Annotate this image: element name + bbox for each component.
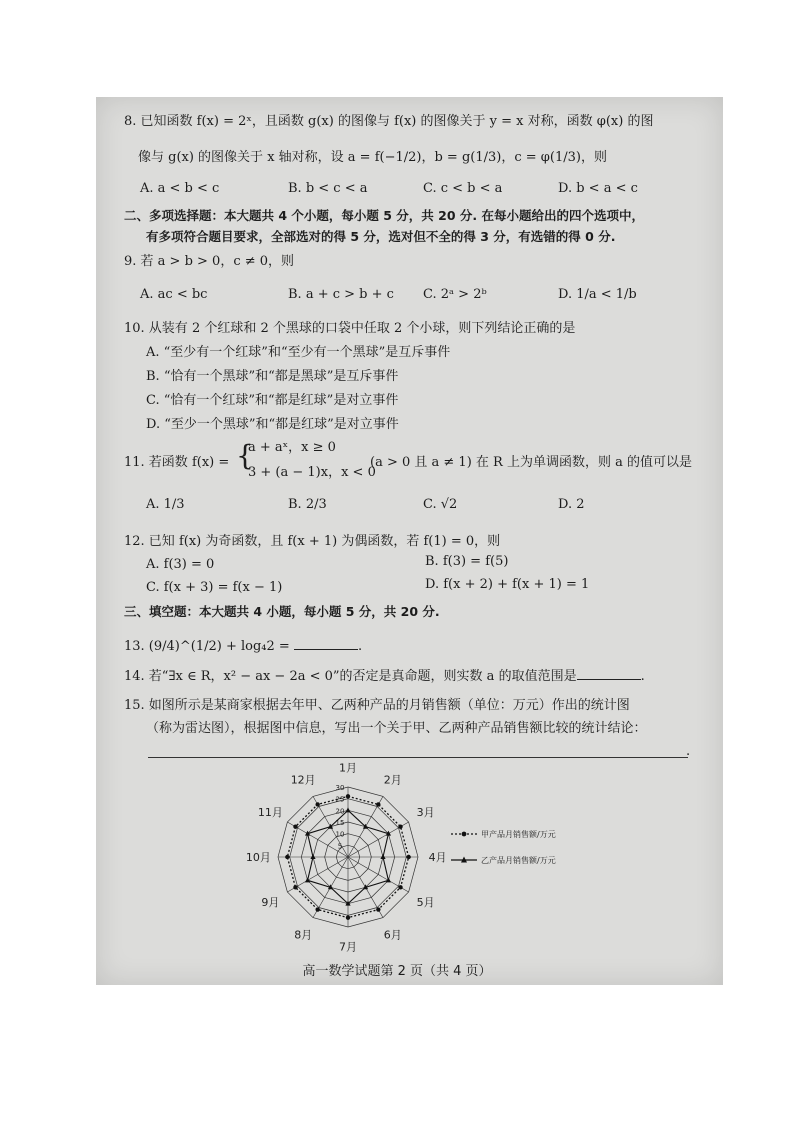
radar-month-label: 12月 [290, 773, 316, 787]
q14-text: 14. 若“∃x ∈ R，x² − ax − 2a < 0”的否定是真命题，则实数 a 的取值范围是 [124, 669, 577, 684]
radar-point-jia [285, 855, 289, 859]
q8-option-b: B. b < c < a [288, 181, 368, 196]
q13-stem: 13. (9/4)^(1/2) + log₄2 = . [124, 639, 363, 654]
radar-month-label: 8月 [294, 928, 313, 942]
section2-heading-line1: 二、多项选择题：本大题共 4 个小题，每小题 5 分，共 20 分. 在每小题给出的四个选项中， [124, 208, 645, 223]
q14-stem: 14. 若“∃x ∈ R，x² − ax − 2a < 0”的否定是真命题，则实数 a 的取值范围是 . [124, 669, 645, 684]
q10-stem: 10. 从装有 2 个红球和 2 个黑球的口袋中任取 2 个小球，则下列结论正确的是 [124, 321, 576, 336]
radar-point-yi [305, 877, 310, 882]
q9-option-a: A. ac < bc [140, 287, 208, 302]
q12-option-d: D. f(x + 2) + f(x + 1) = 1 [425, 577, 590, 592]
q12-option-a: A. f(3) = 0 [146, 557, 215, 572]
q15-line2: （称为雷达图），根据图中信息，写出一个关于甲、乙两种产品销售额比较的统计结论： [146, 721, 647, 736]
radar-tick-label: 20 [335, 807, 345, 816]
legend-label: 甲产品月销售额/万元 [481, 830, 556, 839]
q11-option-d: D. 2 [558, 497, 585, 512]
radar-month-label: 10月 [245, 851, 271, 864]
q9-stem: 9. 若 a > b > 0，c ≠ 0，则 [124, 254, 295, 269]
radar-month-label: 6月 [383, 928, 402, 942]
q11-case2: 3 + (a − 1)x，x < 0 [248, 465, 376, 480]
radar-point-jia [293, 824, 297, 828]
radar-point-jia [315, 802, 319, 806]
radar-point-yi [380, 854, 385, 859]
q8-option-c: C. c < b < a [423, 181, 503, 196]
q10-option-c: C. “恰有一个红球”和“都是红球”是对立事件 [146, 393, 399, 408]
q11-prefix: 11. 若函数 f(x) = [124, 455, 230, 470]
radar-point-jia [376, 802, 380, 806]
radar-point-yi [386, 877, 391, 882]
q9-option-d: D. 1/a < 1/b [558, 287, 637, 302]
q11-case1: a + aˣ，x ≥ 0 [248, 440, 336, 455]
q11-option-c: C. √2 [423, 497, 458, 512]
page-footer: 高一数学试题第 2 页（共 4 页） [302, 964, 492, 979]
q8-option-a: A. a < b < c [140, 181, 220, 196]
radar-point-jia [398, 885, 402, 889]
radar-month-label: 5月 [416, 895, 435, 909]
radar-month-label: 1月 [339, 761, 357, 775]
radar-tick-label: 10 [335, 830, 345, 839]
radar-point-jia [406, 855, 410, 859]
q9-option-b: B. a + c > b + c [288, 287, 394, 302]
q10-option-b: B. “恰有一个黑球”和“都是黑球”是互斥事件 [146, 369, 399, 384]
q12-option-b: B. f(3) = f(5) [425, 554, 509, 569]
radar-tick-label: 30 [335, 784, 345, 792]
q11-option-a: A. 1/3 [146, 497, 185, 512]
radar-point-yi [345, 807, 350, 812]
q11-brace: { [236, 439, 254, 472]
legend-marker-circle [462, 832, 467, 837]
radar-point-yi [310, 854, 315, 859]
q8-line2: 像与 g(x) 的图像关于 x 轴对称，设 a = f(−1/2)，b = g(1/3)，c = φ(1/3)，则 [138, 150, 607, 165]
radar-month-label: 3月 [416, 806, 435, 820]
legend-label: 乙产品月销售额/万元 [481, 856, 556, 865]
radar-tick-label: 15 [335, 819, 345, 827]
radar-point-jia [293, 885, 297, 889]
q12-stem: 12. 已知 f(x) 为奇函数，且 f(x + 1) 为偶函数，若 f(1) = 0，则 [124, 534, 501, 549]
radar-month-label: 4月 [428, 851, 447, 864]
radar-month-label: 9月 [261, 895, 280, 909]
q8-line1: 8. 已知函数 f(x) = 2ˣ，且函数 g(x) 的图像与 f(x) 的图像关于 y = x 对称，函数 φ(x) 的图 [124, 114, 654, 129]
radar-tick-label: 5 [337, 842, 343, 851]
q15-answer-line[interactable] [148, 757, 688, 758]
radar-tick-label: 25 [335, 795, 345, 804]
radar-point-jia [315, 907, 319, 911]
q10-option-d: D. “至少一个黑球”和“都是红球”是对立事件 [146, 417, 399, 432]
q10-option-a: A. “至少有一个红球”和“至少有一个黑球”是互斥事件 [146, 345, 451, 360]
radar-point-jia [346, 915, 350, 919]
radar-month-label: 2月 [383, 773, 402, 787]
q9-option-c: C. 2ᵃ > 2ᵇ [423, 287, 487, 302]
radar-chart [245, 761, 606, 954]
q15-line1: 15. 如图所示是某商家根据去年甲、乙两种产品的月销售额（单位：万元）作出的统计图 [124, 698, 630, 713]
radar-month-label: 7月 [339, 940, 357, 954]
q11-suffix: (a > 0 且 a ≠ 1) 在 R 上为单调函数，则 a 的值可以是 [370, 455, 692, 470]
q12-option-c: C. f(x + 3) = f(x − 1) [146, 580, 283, 595]
q15-line-period: . [686, 744, 691, 759]
q11-option-b: B. 2/3 [288, 497, 327, 512]
radar-point-jia [376, 907, 380, 911]
radar-point-jia [346, 794, 350, 798]
section2-heading-line2: 有多项符合题目要求，全部选对的得 5 分，选对但不全的得 3 分，有选错的得 0 分. [146, 229, 616, 244]
radar-point-jia [398, 824, 402, 828]
radar-month-label: 11月 [257, 806, 283, 820]
q13-text: 13. (9/4)^(1/2) + log₄2 = [124, 639, 290, 654]
q13-answer-blank[interactable] [294, 637, 358, 650]
q14-answer-blank[interactable] [577, 667, 641, 680]
section3-heading: 三、填空题：本大题共 4 小题，每小题 5 分，共 20 分. [124, 604, 440, 619]
q8-option-d: D. b < a < c [558, 181, 638, 196]
